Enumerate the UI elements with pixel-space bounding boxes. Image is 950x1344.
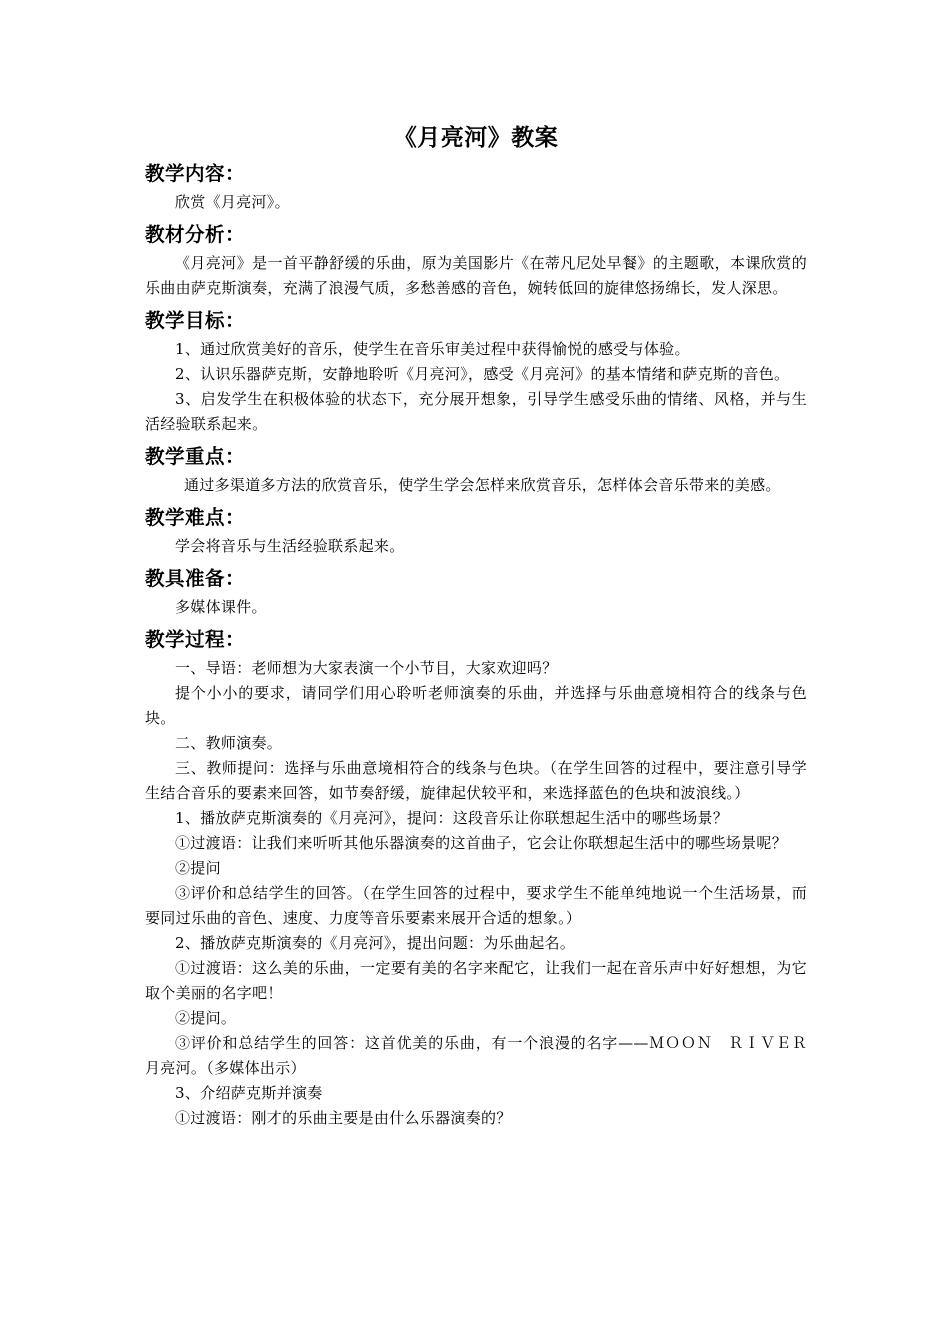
section-teaching-content: [145, 158, 807, 215]
section-teaching-aids: [145, 563, 807, 620]
paragraph: 《月亮河》是一首平静舒缓的乐曲，原为美国影片《在蒂凡尼处早餐》的主题歌，本课欣赏的乐曲由萨克斯演奏，充满了浪漫气质，多愁善感的音色，婉转低回的旋律悠扬绵长，发人深思。: [145, 254, 807, 297]
section-key-points: [145, 441, 807, 498]
paragraph: 多媒体课件。: [175, 598, 267, 616]
paragraph: 学会将音乐与生活经验联系起来。: [175, 537, 405, 555]
section-material-analysis: [145, 219, 807, 301]
paragraph: 欣赏《月亮河》。: [175, 193, 290, 211]
paragraph: ①过渡语：让我们来听听其他乐器演奏的这首曲子，它会让你联想起生活中的哪些场景呢？: [175, 834, 788, 852]
paragraph: ①过渡语：这么美的乐曲，一定要有美的名字来配它，让我们一起在音乐声中好好想想，为它取个美丽的名字吧！: [145, 959, 807, 1002]
paragraph: 一、导语：老师想为大家表演一个小节目，大家欢迎吗？: [175, 659, 558, 677]
paragraph: ②提问。: [175, 1009, 237, 1027]
section-heading: 教学难点：: [145, 506, 246, 529]
paragraph: 三、教师提问：选择与乐曲意境相符合的线条与色块。（在学生回答的过程中，要注意引导学生结合音乐的要素来回答，如节奏舒缓，旋律起伏较平和，来选择蓝色的色块和波浪线。）: [145, 759, 807, 802]
paragraph: 3、启发学生在积极体验的状态下，充分展开想象，引导学生感受乐曲的情绪、风格，并与生活经验联系起来。: [145, 390, 807, 433]
paragraph: 1、通过欣赏美好的音乐，使学生在音乐审美过程中获得愉悦的感受与体验。: [175, 340, 690, 358]
section-teaching-objectives: [145, 305, 807, 437]
paragraph: ③评价和总结学生的回答：这首优美的乐曲，有一个浪漫的名字——ＭＯＯＮ ＲＩＶＥＲ 月亮河。（多媒体出示）: [145, 1034, 823, 1077]
paragraph: 2、认识乐器萨克斯，安静地聆听《月亮河》，感受《月亮河》的基本情绪和萨克斯的音色。: [175, 365, 790, 383]
paragraph: 1、播放萨克斯演奏的《月亮河》，提问：这段音乐让你联想起生活中的哪些场景？: [175, 809, 729, 827]
paragraph: 3、介绍萨克斯并演奏: [175, 1084, 323, 1102]
section-teaching-process: [145, 624, 823, 1131]
section-heading: 教学重点：: [145, 445, 246, 468]
document-page: [145, 118, 823, 1131]
paragraph: ③评价和总结学生的回答。（在学生回答的过程中，要求学生不能单纯地说一个生活场景，而要同过乐曲的音色、速度、力度等音乐要素来展开合适的想象。）: [145, 884, 807, 927]
paragraph: ①过渡语：刚才的乐曲主要是由什么乐器演奏的？: [175, 1109, 512, 1127]
section-heading: 教具准备：: [145, 567, 246, 590]
paragraph: 通过多渠道多方法的欣赏音乐，使学生学会怎样来欣赏音乐，怎样体会音乐带来的美感。: [184, 476, 781, 494]
section-difficulties: [145, 502, 807, 559]
section-heading: 教材分析：: [145, 223, 246, 246]
section-heading: 教学目标：: [145, 309, 246, 332]
paragraph: 二、教师演奏。: [175, 734, 283, 752]
document-title: 《月亮河》教案: [393, 125, 559, 151]
paragraph: 提个小小的要求，请同学们用心聆听老师演奏的乐曲，并选择与乐曲意境相符合的线条与色块。: [145, 684, 807, 727]
section-heading: 教学过程：: [145, 628, 246, 651]
section-heading: 教学内容：: [145, 162, 246, 185]
paragraph: ②提问: [175, 859, 221, 877]
paragraph: 2、播放萨克斯演奏的《月亮河》，提出问题：为乐曲起名。: [175, 934, 576, 952]
